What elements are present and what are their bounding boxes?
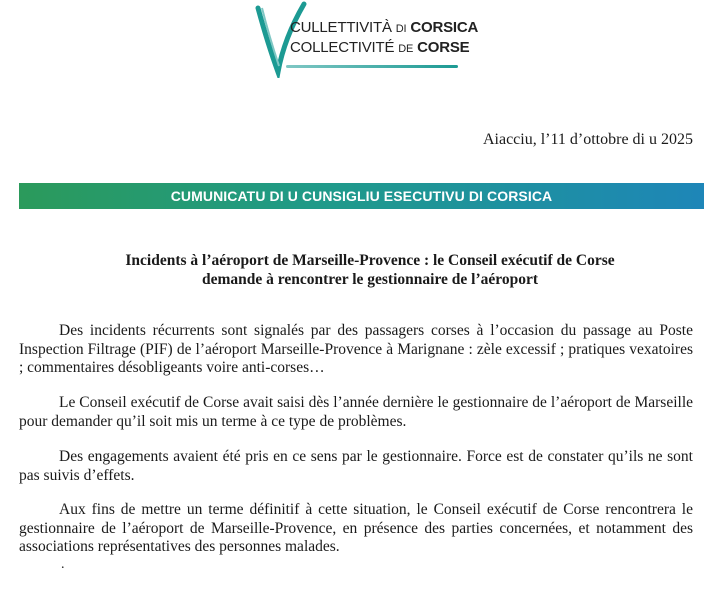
title-line-2: demande à rencontrer le gestionnaire de l’aéroport [201, 271, 539, 288]
logo-line1-strong: CORSICA [410, 19, 479, 36]
logo-line2-small: DE [398, 43, 414, 55]
logo-line1-prefix: CULLETTIVITÀ [290, 19, 392, 36]
title-line-1: Incidents à l’aéroport de Marseille-Provence : le Conseil exécutif de Corse [125, 252, 615, 269]
logo-line2-prefix: COLLECTIVITÉ [290, 39, 395, 56]
trailing-mark: . [61, 557, 65, 572]
paragraph-2: Le Conseil exécutif de Corse avait saisi dès l’année dernière le gestionnaire de l’aéroport de Marseille pour demander qu’il soit mis un terme à ce type de problèmes. [19, 394, 693, 430]
logo-line2-strong: CORSE [417, 39, 470, 56]
banner-text: CUMUNICATU DI U CUNSIGLIU ESECUTIVU DI CORSICA [170, 188, 553, 204]
logo-line1-small: DI [395, 23, 407, 35]
collectivite-logo [252, 0, 482, 80]
paragraph-1: Des incidents récurrents sont signalés par des passagers corses à l’occasion du passage au Poste Inspection Filtrage (PIF) de l’aéroport Marseille-Provence à Marignane : zèle excessif ; pratiques vexatoires ; commentaires désobligeants voire anti-corses… [19, 322, 693, 376]
logo-underline [286, 65, 458, 68]
logo-line-corsican [290, 19, 478, 36]
communique-banner [19, 183, 704, 209]
paragraph-4: Aux fins de mettre un terme définitif à cette situation, le Conseil exécutif de Corse rencontrera le gestionnaire de l’aéroport de Marseille-Provence, en présence des parties concernées, et notamment des associations représentatives des personnes malades. [19, 501, 693, 555]
date-line: Aiacciu, l’11 d’ottobre di u 2025 [482, 131, 693, 148]
document-title [60, 251, 680, 289]
logo-line-french [290, 39, 469, 56]
paragraph-3: Des engagements avaient été pris en ce sens par le gestionnaire. Force est de constater qu’ils ne sont pas suivis d’effets. [19, 448, 693, 484]
